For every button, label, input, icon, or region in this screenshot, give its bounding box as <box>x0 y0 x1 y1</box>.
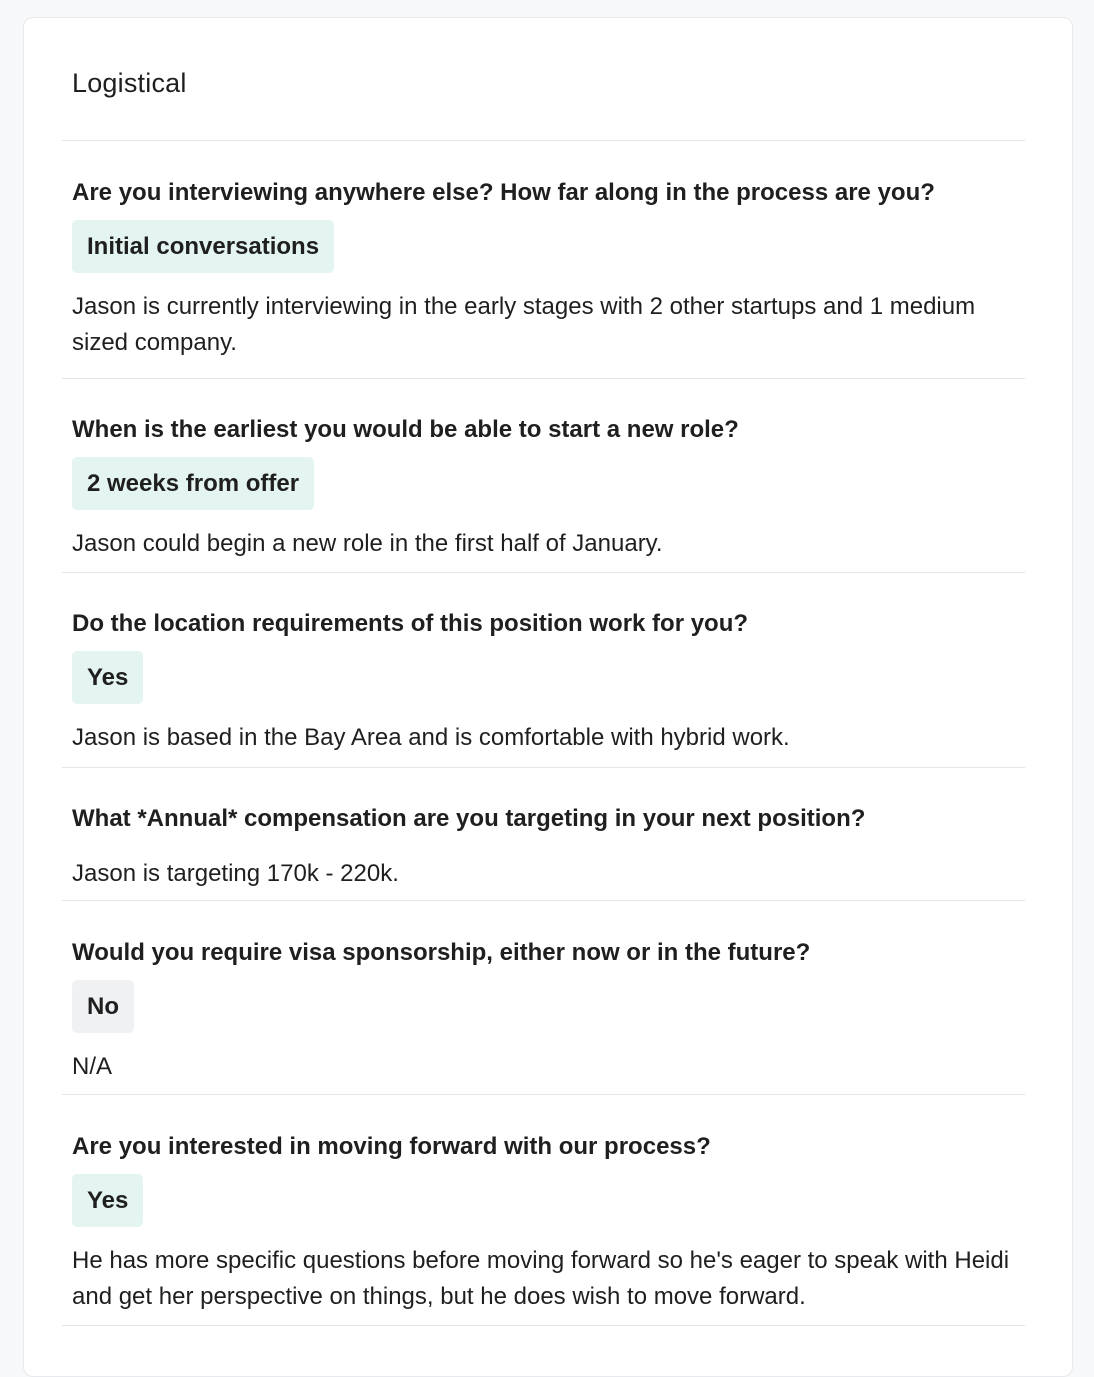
answer-text: N/A <box>72 1053 113 1080</box>
answer-text: Jason is currently interviewing in the early stages with 2 other startups and 1 medium sized company. <box>72 293 976 356</box>
question-text: Would you require visa sponsorship, either now or in the future? <box>72 939 811 966</box>
answer-chip: Yes <box>72 651 143 704</box>
qa-compensation <box>72 804 1022 892</box>
answer-text: Jason is based in the Bay Area and is comfortable with hybrid work. <box>72 724 790 751</box>
question-text: Are you interviewing anywhere else? How far along in the process are you? <box>72 179 935 206</box>
answer-text: Jason could begin a new role in the first half of January. <box>72 530 663 557</box>
answer-chip: 2 weeks from offer <box>72 457 314 510</box>
answer-chip: Initial conversations <box>72 220 334 273</box>
question-text: Do the location requirements of this position work for you? <box>72 610 749 637</box>
qa-location-requirements <box>72 609 1022 756</box>
divider <box>62 1325 1025 1326</box>
qa-moving-forward <box>72 1132 1022 1315</box>
divider <box>62 378 1025 379</box>
answer-chip: Yes <box>72 1174 143 1227</box>
divider <box>62 1094 1025 1095</box>
qa-interviewing-elsewhere <box>72 178 1022 361</box>
question-text: What *Annual* compensation are you targeting in your next position? <box>72 805 866 832</box>
answer-chip: No <box>72 980 134 1033</box>
divider <box>62 767 1025 768</box>
logistical-card <box>23 17 1073 1377</box>
answer-text: He has more specific questions before moving forward so he's eager to speak with Heidi and get her perspective on things, but he does wish to move forward. <box>72 1247 1010 1310</box>
qa-visa-sponsorship <box>72 938 1022 1085</box>
question-text: Are you interested in moving forward with our process? <box>72 1133 711 1160</box>
qa-earliest-start <box>72 415 1022 562</box>
question-text: When is the earliest you would be able to start a new role? <box>72 416 739 443</box>
section-title: Logistical <box>72 68 187 98</box>
divider <box>62 572 1025 573</box>
answer-text: Jason is targeting 170k - 220k. <box>72 860 399 887</box>
divider <box>62 140 1025 141</box>
divider <box>62 900 1025 901</box>
